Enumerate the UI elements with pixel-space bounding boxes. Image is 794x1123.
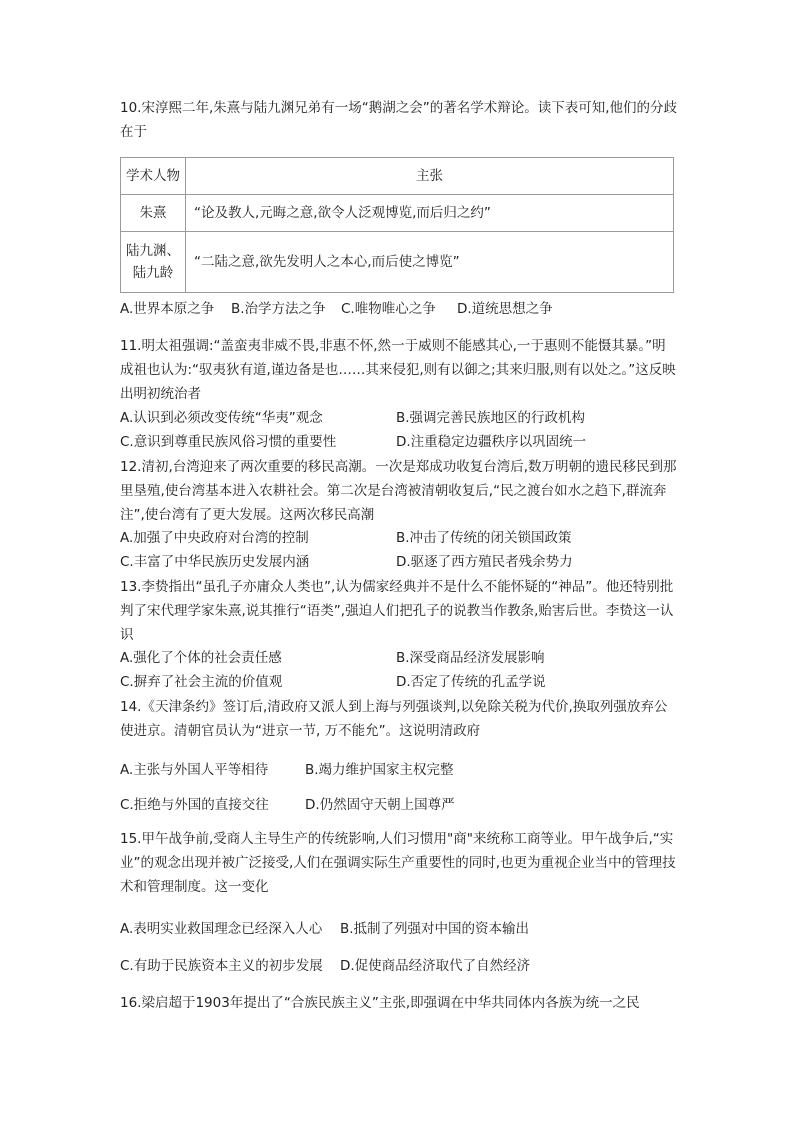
question-12-options-row-1: [120, 527, 680, 549]
option-c[interactable]: C.拒绝与外国的直接交往: [120, 797, 269, 813]
table-header-row: [121, 158, 674, 195]
question-15-options-row-2: [120, 955, 680, 977]
option-a[interactable]: A.世界本原之争: [120, 301, 215, 317]
question-14-options-row-2: [120, 794, 680, 816]
option-b[interactable]: B.治学方法之争: [231, 301, 326, 317]
question-13-options-row-1: [120, 647, 680, 669]
option-d[interactable]: D.注重稳定边疆秩序以巩固统一: [396, 434, 587, 450]
option-b[interactable]: B.冲击了传统的闭关锁国政策: [396, 530, 572, 546]
option-a[interactable]: A.认识到必须改变传统“华夷”观念: [120, 410, 323, 426]
table-cell-person: 陆九渊、陆九龄: [121, 232, 186, 293]
question-15-options-row-1: [120, 918, 680, 940]
table-header-person: 学术人物: [121, 158, 186, 195]
question-10-table: [120, 157, 674, 293]
option-a[interactable]: A.主张与外国人平等相待: [120, 762, 269, 778]
option-a[interactable]: A.加强了中央政府对台湾的控制: [120, 530, 309, 546]
option-a[interactable]: A.表明实业救国理念已经深入人心: [120, 921, 323, 937]
question-12-stem: 12.清初,台湾迎来了两次重要的移民高潮。一次是郑成功收复台湾后,数万明朝的遗民移民到那里垦殖,使台湾基本进入农耕社会。第二次是台湾被清朝收复后,“民之渡台如水之趋下,群流奔注”,使台湾有了更大发展。这两次移民高潮: [120, 459, 677, 523]
option-d[interactable]: D.道统思想之争: [457, 301, 553, 317]
option-c[interactable]: C.有助于民族资本主义的初步发展: [120, 958, 323, 974]
option-b[interactable]: B.深受商品经济发展影响: [396, 650, 545, 666]
table-row: [121, 195, 674, 232]
question-13-stem: 13.李贽指出“虽孔子亦庸众人类也”,认为儒家经典并不是什么不能怀疑的“神品”。他还特别批判了宋代理学家朱熹,说其推行“语类”,强迫人们把孔子的说教当作教条,贻害后世。李贽这一认识: [120, 579, 674, 643]
question-11-options-row-2: [120, 431, 680, 453]
option-b[interactable]: B.竭力维护国家主权完整: [305, 762, 454, 778]
option-b[interactable]: B.抵制了列强对中国的资本输出: [340, 921, 530, 937]
table-cell-person: 朱熹: [121, 195, 186, 232]
table-cell-claim: “二陆之意,欲先发明人之本心,而后使之博览”: [186, 232, 674, 293]
question-10-options: [120, 298, 680, 320]
question-11-options-row-1: [120, 407, 680, 429]
option-a[interactable]: A.强化了个体的社会责任感: [120, 650, 282, 666]
question-11-stem: 11.明太祖强调:“盖蛮夷非威不畏,非惠不怀,然一于威则不能感其心,一于惠则不能慑其暴。”明成祖也认为:“驭夷狄有道,谨边备是也……其来侵犯,则有以御之;其来归服,则有以处之。”这反映出明初统治者: [120, 338, 676, 402]
option-d[interactable]: D.否定了传统的孔孟学说: [396, 674, 546, 690]
question-14-stem: 14.《天津条约》签订后,清政府又派人到上海与列强谈判,以免除关税为代价,换取列强放弃公使进京。清朝官员认为“进京一节, 万不能允”。这说明清政府: [120, 699, 668, 739]
table-header-claim: 主张: [186, 158, 674, 195]
question-10-stem: 10.宋淳熙二年,朱熹与陆九渊兄弟有一场“鹅湖之会”的著名学术辩论。读下表可知,他们的分歧在于: [120, 100, 678, 140]
option-d[interactable]: D.驱逐了西方殖民者残余势力: [396, 554, 573, 570]
option-c[interactable]: C.意识到尊重民族风俗习惯的重要性: [120, 434, 337, 450]
question-14-options-row-1: [120, 759, 680, 781]
option-c[interactable]: C.唯物唯心之争: [341, 301, 436, 317]
question-12-options-row-2: [120, 551, 680, 573]
question-16-stem: 16.梁启超于1903年提出了“合族民族主义”主张,即强调在中华共同体内各族为统一之民: [120, 995, 640, 1011]
option-b[interactable]: B.强调完善民族地区的行政机构: [396, 410, 586, 426]
question-13-options-row-2: [120, 671, 680, 693]
option-d[interactable]: D.促使商品经济取代了自然经济: [340, 958, 531, 974]
option-c[interactable]: C.丰富了中华民族历史发展内涵: [120, 554, 310, 570]
table-row: [121, 232, 674, 293]
table-cell-claim: “论及教人,元晦之意,欲令人泛观博览,而后归之约”: [186, 195, 674, 232]
question-15-stem: 15.甲午战争前,受商人主导生产的传统影响,人们习惯用"商"来统称工商等业。甲午战争后,“实业”的观念出现并被广泛接受,人们在强调实际生产重要性的同时,也更为重视企业当中的管理技术和管理制度。这一变化: [120, 831, 676, 895]
option-c[interactable]: C.摒弃了社会主流的价值观: [120, 674, 283, 690]
option-d[interactable]: D.仍然固守天朝上国尊严: [305, 797, 455, 813]
